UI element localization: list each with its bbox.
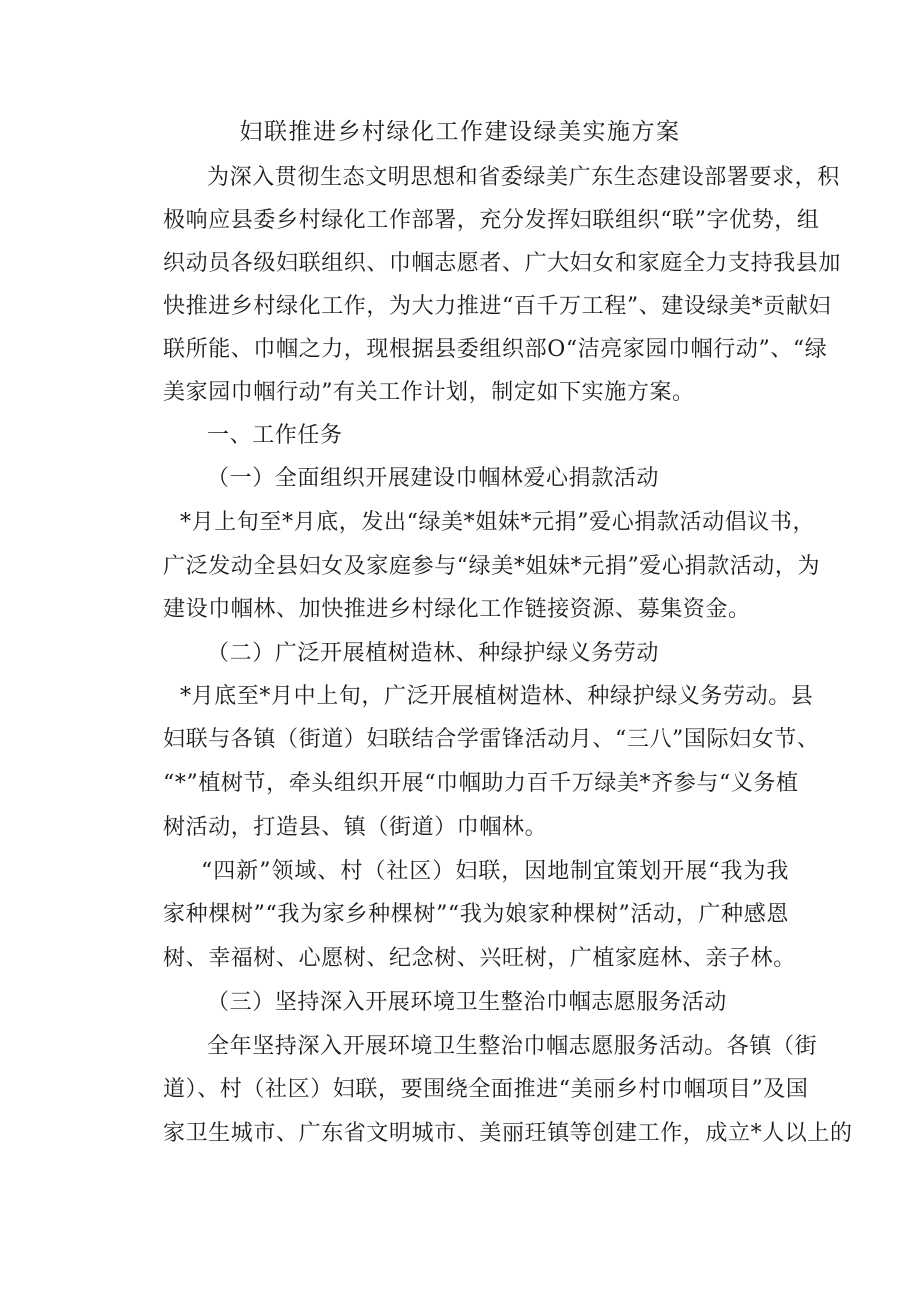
paragraph-line: 树、幸福树、心愿树、纪念树、兴旺树，广植家庭林、亲子林。 — [163, 946, 796, 971]
section-heading: 一、工作任务 — [207, 423, 343, 448]
subsection-heading: （二）广泛开展植树造林、种绿护绿义务劳动 — [207, 641, 660, 666]
paragraph-line: 道）、村（社区）妇联，要围绕全面推进“美丽乡村巾帼项目”及国 — [163, 1077, 809, 1102]
paragraph-line: “四新”领域、村（社区）妇联，因地制宜策划开展“我为我 — [201, 859, 789, 884]
document-title: 妇联推进乡村绿化工作建设绿美实施方案 — [239, 119, 681, 145]
paragraph-line: *月底至*月中上旬，广泛开展植树造林、种绿护绿义务劳动。县 — [180, 684, 814, 709]
subsection-heading: （三）坚持深入开展环境卫生整治巾帼志愿服务活动 — [207, 990, 727, 1015]
paragraph-line: 妇联与各镇（街道）妇联结合学雷锋活动月、“三八”国际妇女节、 — [163, 727, 820, 752]
paragraph-line: 联所能、巾帼之力，现根据县委组织部O“洁亮家园巾帼行动”、“绿 — [163, 337, 828, 362]
paragraph-line: 广泛发动全县妇女及家庭参与“绿美*姐妹*元捐”爱心捐款活动，为 — [163, 554, 821, 579]
subsection-heading: （一）全面组织开展建设巾帼林爱心捐款活动 — [207, 466, 660, 491]
paragraph-line: 为深入贯彻生态文明思想和省委绿美广东生态建设部署要求，积 — [207, 165, 840, 190]
paragraph-line: 树活动，打造县、镇（街道）巾帼林。 — [163, 815, 548, 840]
paragraph-line: 快推进乡村绿化工作，为大力推进“百千万工程”、建设绿美*贡献妇 — [163, 294, 832, 319]
paragraph-line: *月上旬至*月底，发出“绿美*姐妹*元捐”爱心捐款活动倡议书， — [180, 510, 816, 535]
paragraph-line: 织动员各级妇联组织、巾帼志愿者、广大妇女和家庭全力支持我县加 — [163, 251, 842, 276]
paragraph-line: 全年坚持深入开展环境卫生整治巾帼志愿服务活动。各镇（街 — [207, 1034, 818, 1059]
paragraph-line: “*”植树节，牵头组织开展“巾帼助力百千万绿美*齐参与“义务植 — [163, 771, 799, 796]
paragraph-line: 美家园巾帼行动”有关工作计划，制定如下实施方案。 — [163, 380, 695, 405]
paragraph-line: 家种棵树”“我为家乡种棵树”“我为娘家种棵树”活动，广种感恩 — [163, 902, 789, 927]
paragraph-line: 家卫生城市、广东省文明城市、美丽玨镇等创建工作，成立*人以上的 — [163, 1121, 853, 1146]
paragraph-line: 建设巾帼林、加快推进乡村绿化工作链接资源、募集资金。 — [163, 597, 751, 622]
paragraph-line: 极响应县委乡村绿化工作部署，充分发挥妇联组织“联”字优势，组 — [163, 208, 820, 233]
